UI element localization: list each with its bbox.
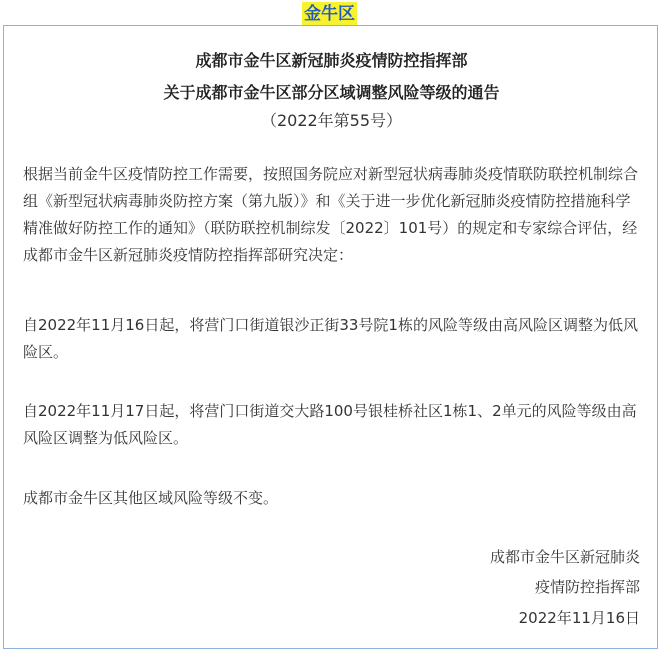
adjustment-paragraph-1: 自2022年11月16日起，将营门口街道银沙正街33号院1栋的风险等级由高风险区调整为低风险区。 [23, 316, 638, 361]
signature-issuer-line2: 疫情防控指挥部 [534, 578, 640, 596]
district-tag: 金牛区 [304, 4, 355, 24]
intro-paragraph: 根据当前金牛区疫情防控工作需要，按照国务院应对新型冠状病毒肺炎疫情联防联控机制综合组《新型冠状病毒肺炎防控方案（第九版）》和《关于进一步优化新冠肺炎疫情防控措施科学精准做好防控工作的通知》（联防联控机制综发〔2022〕101号）的规定和专家综合评估，经成都市金牛区新冠肺炎疫情防控指挥部研究决定： [23, 165, 639, 264]
adjustment-paragraph-2: 自2022年11月17日起，将营门口街道交大路100号银桂桥社区1栋1、2单元的风险等级由高风险区调整为低风险区。 [23, 402, 637, 447]
document-number: （2022年第55号） [260, 111, 403, 130]
signature-date: 2022年11月16日 [518, 609, 640, 627]
signature-issuer-line1: 成都市金牛区新冠肺炎 [489, 548, 640, 566]
closing-paragraph: 成都市金牛区其他区域风险等级不变。 [23, 489, 279, 507]
notice-title: 关于成都市金牛区部分区域调整风险等级的通告 [163, 83, 500, 102]
issuer-title: 成都市金牛区新冠肺炎疫情防控指挥部 [195, 51, 468, 70]
